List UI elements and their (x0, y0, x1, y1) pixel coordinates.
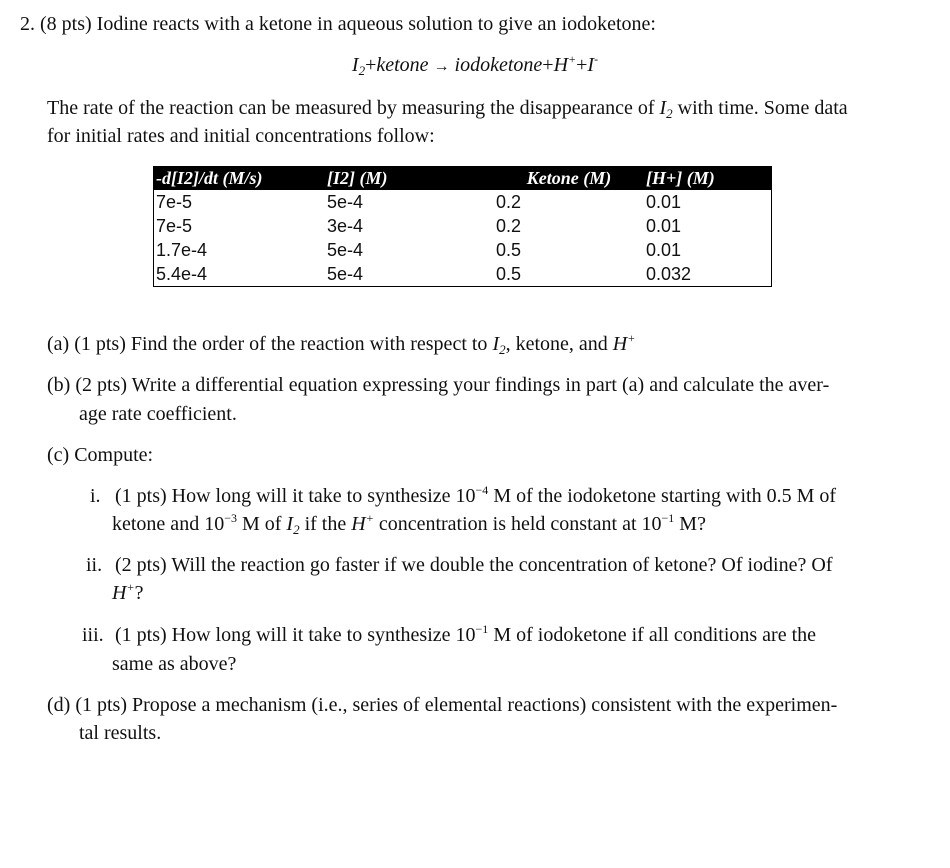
eq-iodoketone: iodoketone (454, 54, 543, 76)
table-cell: 5e-4 (327, 240, 364, 260)
header-hydrogen: [H+] (M) (644, 167, 772, 191)
part-b-line-2: age rate coefficient. (79, 403, 237, 425)
table-cell: 0.2 (496, 216, 522, 236)
iodine-symbol: $I_2$ (286, 513, 300, 537)
eq-iodide-ion: I- (587, 52, 599, 76)
part-d-points: (1 pts) (75, 694, 127, 716)
table-cell: 5e-4 (327, 192, 364, 212)
table-cell: 7e-5 (156, 192, 193, 212)
table-cell: 0.01 (646, 192, 682, 212)
part-c-ii-line-1: ii. (2 pts) Will the reaction go faster if we double the concentration of ketone? Of iodine? Of (86, 554, 833, 576)
part-c-ii-line-2: H+? (112, 580, 144, 604)
table-row (154, 238, 772, 262)
part-b-label: (b) (47, 374, 71, 396)
table-header-row (154, 167, 772, 191)
part-c-iii-points: (1 pts) (115, 624, 167, 646)
hydrogen-ion-symbol: H+ (612, 331, 636, 355)
part-b-points: (2 pts) (75, 374, 127, 396)
part-c-ii-label: ii. (86, 554, 103, 576)
table-cell: 0.2 (496, 192, 522, 212)
part-c-ii-points: (2 pts) (115, 554, 167, 576)
part-a-points: (1 pts) (74, 333, 126, 355)
table-cell: 1.7e-4 (156, 240, 208, 260)
paragraph-line-2: for initial rates and initial concentrations follow: (47, 125, 435, 147)
part-c-iii-line-1: iii. (1 pts) How long will it take to synthesize $10^{-1}$ M of iodoketone if all conditions are the (82, 622, 817, 646)
part-d-line-1: (d) (1 pts) Propose a mechanism (i.e., series of elemental reactions) consistent with the experimen- (47, 694, 838, 716)
problem-header (20, 12, 656, 36)
problem-points: (8 pts) (40, 13, 92, 35)
table-row (154, 262, 772, 287)
part-a-label: (a) (47, 333, 70, 355)
table-cell: 0.01 (646, 216, 682, 236)
problem-number: 2. (20, 13, 35, 35)
rate-data-table (153, 166, 772, 287)
paragraph-line-1: The rate of the reaction can be measured by measuring the disappearance of $I_2$ with time. Some data (47, 97, 848, 121)
table-cell: 0.032 (646, 264, 692, 284)
header-iodine: [I2] (M) (325, 167, 494, 191)
table-cell: 0.5 (496, 240, 522, 260)
part-b-line-1: (b) (2 pts) Write a differential equation expressing your findings in part (a) and calculate the aver- (47, 374, 830, 396)
part-c-i-points: (1 pts) (115, 485, 167, 507)
part-d-label: (d) (47, 694, 71, 716)
part-c: (c) Compute: (47, 444, 154, 466)
eq-hydrogen-ion: H+ (553, 52, 577, 76)
part-c-label: (c) (47, 444, 70, 466)
table-cell: 0.5 (496, 264, 522, 284)
hydrogen-ion-symbol: H+ (351, 511, 374, 535)
table-cell: 3e-4 (327, 216, 364, 236)
eq-ketone: ketone (376, 54, 429, 76)
iodine-symbol: $I_2$ (492, 333, 506, 357)
eq-iodine: $I_2$ (351, 54, 366, 78)
table-row (154, 214, 772, 238)
header-ketone: Ketone (M) (494, 167, 644, 191)
problem-intro: Iodine reacts with a ketone in aqueous solution to give an iodoketone: (96, 13, 656, 35)
part-a: (a) (1 pts) Find the order of the reaction with respect to $I_2$, ketone, and H+ (47, 331, 636, 357)
part-c-i-line-2: ketone and $10^{-3}$ M of $I_2$ if the H+ concentration is held constant at $10^{-1}$ M? (112, 511, 706, 537)
part-c-iii-label: iii. (82, 624, 104, 646)
table-cell: 7e-5 (156, 216, 193, 236)
reaction-equation: $I_2+ketone$ → iodoketone+H++I- (351, 52, 599, 78)
part-c-iii-line-2: same as above? (112, 653, 237, 675)
part-c-i-label: i. (90, 485, 101, 507)
part-c-i-line-1: i. (1 pts) How long will it take to synthesize $10^{-4}$ M of the iodoketone starting with 0.5 M of (90, 483, 837, 507)
part-d-line-2: tal results. (79, 722, 162, 744)
header-rate: -d[I2]/dt (M/s) (154, 167, 326, 191)
table-row (154, 190, 772, 214)
table-cell: 0.01 (646, 240, 682, 260)
table-cell: 5.4e-4 (156, 264, 208, 284)
reaction-arrow: → (433, 58, 450, 75)
iodine-symbol: $I_2$ (659, 97, 673, 121)
hydrogen-ion-symbol: H+ (112, 580, 135, 604)
table-cell: 5e-4 (327, 264, 364, 284)
